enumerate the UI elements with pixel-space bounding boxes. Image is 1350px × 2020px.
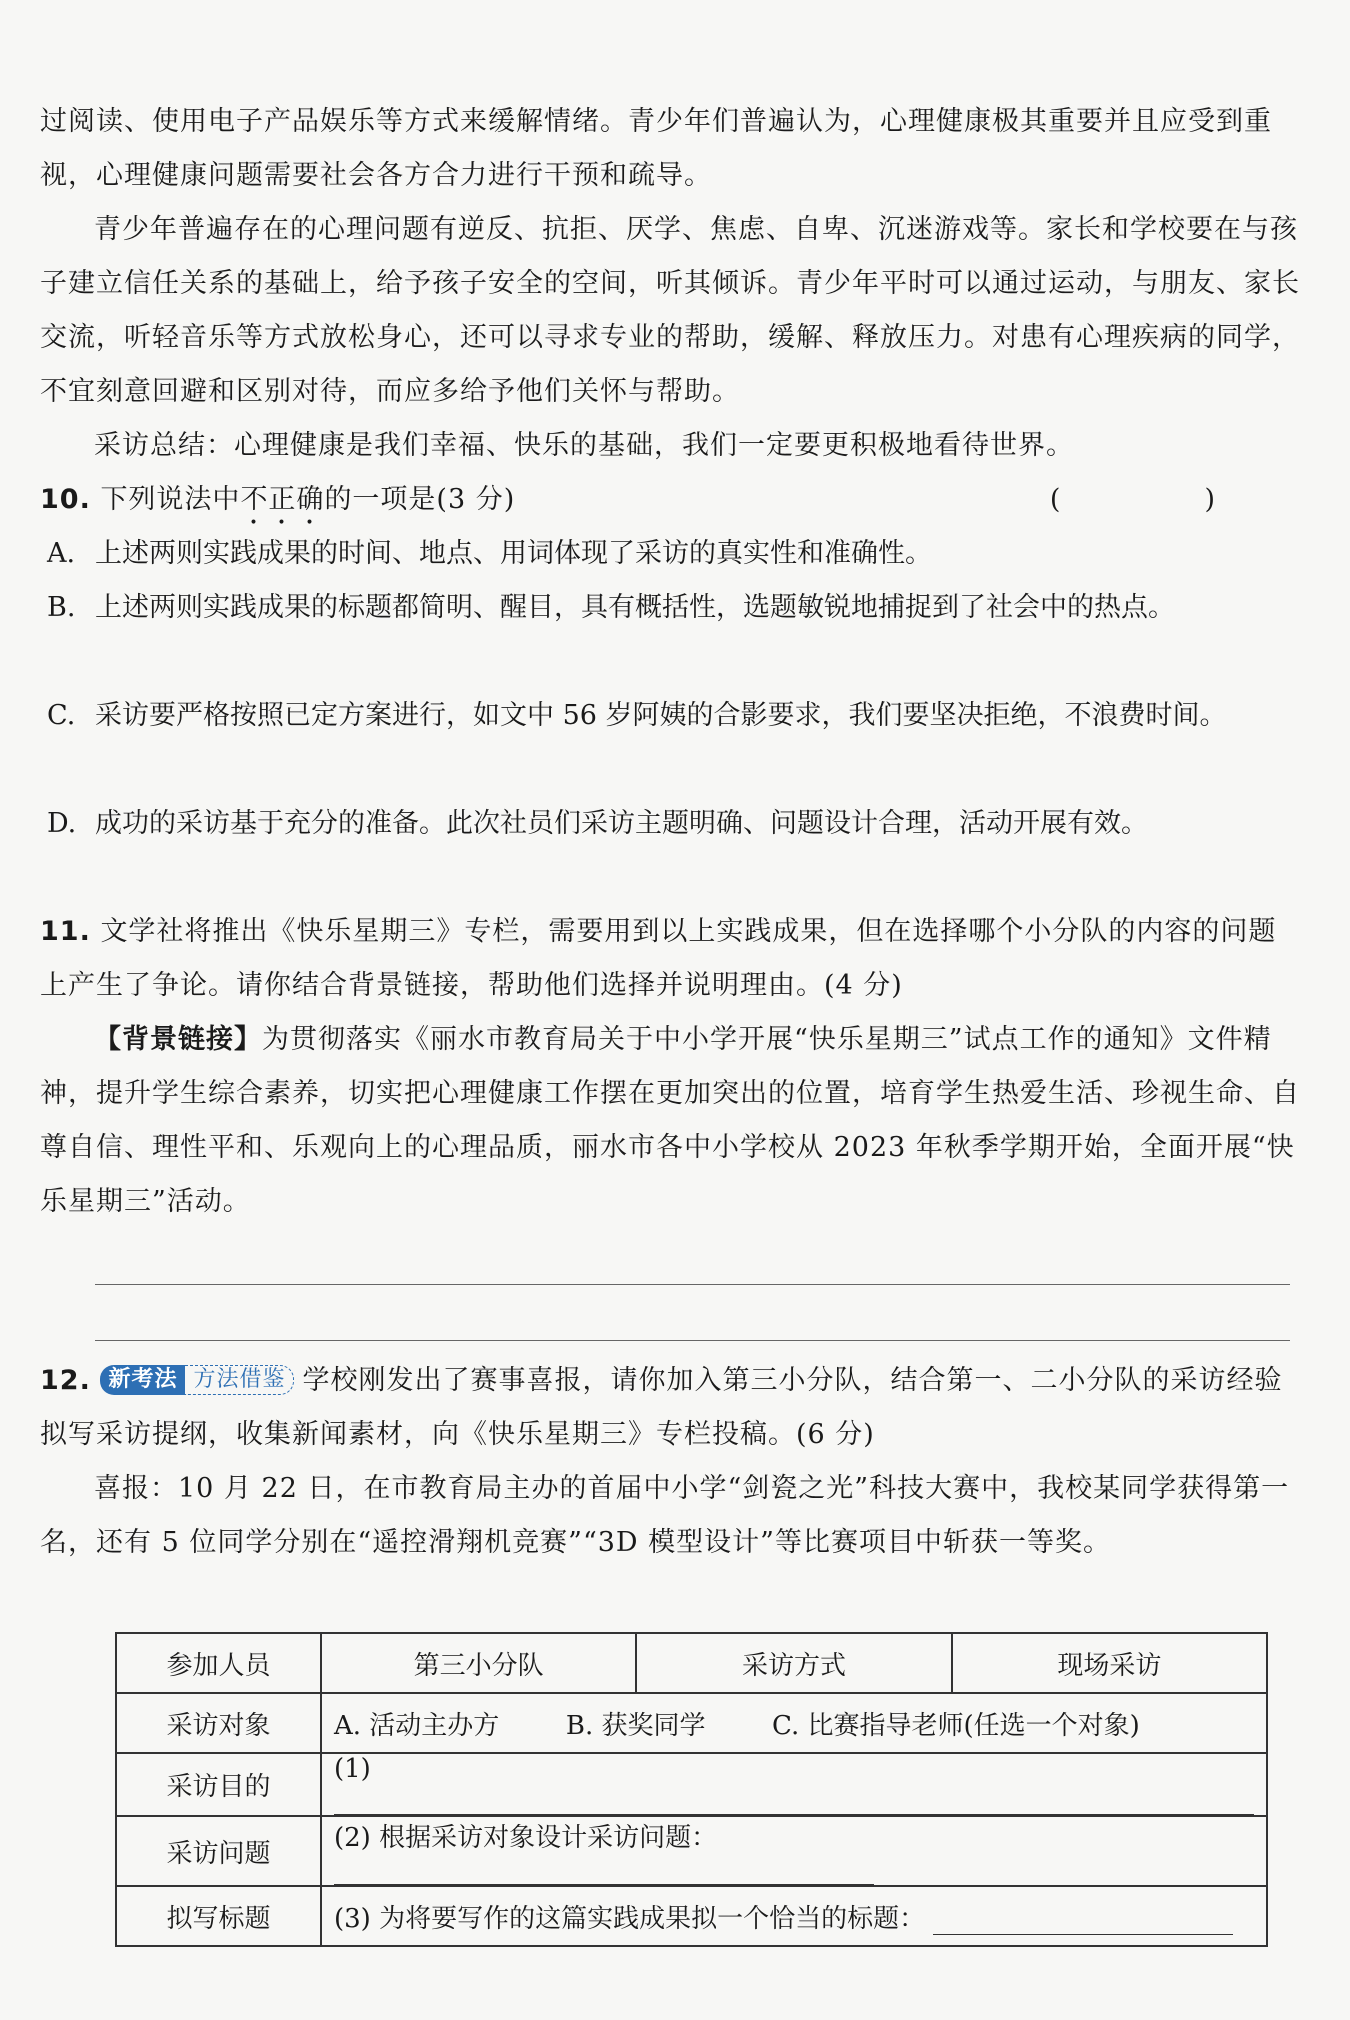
background-link [40, 1013, 1300, 1229]
answer-line-2[interactable] [95, 1340, 1290, 1341]
method-reference-tag: 方法借鉴 [185, 1365, 294, 1395]
target-options[interactable] [321, 1693, 1267, 1753]
purpose-text: (1) [334, 1754, 371, 1784]
question-10-stem [40, 473, 1300, 531]
option-b-letter: B. [47, 592, 76, 623]
background-link-label: 【背景链接】 [94, 1024, 262, 1055]
questions-cell[interactable] [321, 1816, 1267, 1886]
question-10-text-a: 下列说法中 [100, 484, 241, 515]
question-11-stem [40, 905, 1300, 1013]
row-label-questions: 采访问题 [116, 1816, 321, 1886]
question-10-number: 10. [40, 484, 91, 515]
question-12-number: 12. [40, 1365, 91, 1396]
questions-text: (2) 根据采访对象设计采访问题： [334, 1823, 718, 1853]
intro-paragraph-2: 青少年普遍存在的心理问题有逆反、抗拒、厌学、焦虑、自卑、沉迷游戏等。家长和学校要在与孩子建立信任关系的基础上，给予孩子安全的空间，听其倾诉。青少年平时可以通过运动，与朋友、家长交流，听轻音乐等方式放松身心，还可以寻求专业的帮助，缓解、释放压力。对患有心理疾病的同学，不宜刻意回避和区别对待，而应多给予他们关怀与帮助。 [40, 214, 1300, 407]
interview-summary: 采访总结：心理健康是我们幸福、快乐的基础，我们一定要更积极地看待世界。 [94, 430, 1074, 461]
row-label-target: 采访对象 [116, 1693, 321, 1753]
option-a[interactable] [47, 527, 1295, 581]
target-option-c[interactable]: C. 比赛指导老师(任选一个对象) [772, 1710, 1140, 1741]
intro-paragraph-1: 过阅读、使用电子产品娱乐等方式来缓解情绪。青少年们普遍认为，心理健康极其重要并且应受到重视，心理健康问题需要社会各方合力进行干预和疏导。 [40, 106, 1272, 191]
option-a-letter: A. [47, 538, 76, 569]
table-row [116, 1633, 1267, 1693]
row-label-title: 拟写标题 [116, 1886, 321, 1946]
question-12-stem [40, 1354, 1300, 1462]
header-participants: 参加人员 [116, 1633, 321, 1693]
option-c-letter: C. [47, 700, 76, 731]
question-11-text: 文学社将推出《快乐星期三》专栏，需要用到以上实践成果，但在选择哪个小分队的内容的问题上产生了争论。请你结合背景链接，帮助他们选择并说明理由。(4 分) [40, 916, 1277, 1001]
good-news-notice: 喜报：10 月 22 日，在市教育局主办的首届中小学“剑瓷之光”科技大赛中，我校某同学获得第一名，还有 5 位同学分别在“遥控滑翔机竞赛”“3D 模型设计”等比赛项目中斩获一等奖。 [40, 1473, 1290, 1558]
question-10-emphasis: 不正确 [240, 484, 325, 515]
option-d[interactable] [47, 797, 1295, 851]
title-answer-line[interactable] [933, 1904, 1233, 1935]
question-11-number: 11. [40, 916, 91, 947]
option-b[interactable] [47, 581, 1295, 635]
option-a-text: 上述两则实践成果的时间、地点、用词体现了采访的真实性和准确性。 [95, 538, 932, 569]
option-c-text: 采访要严格按照已定方案进行，如文中 56 岁阿姨的合影要求，我们要坚决拒绝，不浪费时间。 [95, 700, 1227, 731]
table-row [116, 1816, 1267, 1886]
target-option-a[interactable]: A. 活动主办方 [334, 1710, 500, 1741]
table-row [116, 1753, 1267, 1816]
question-10-text-b: 的一项是(3 分) [324, 484, 516, 515]
title-text: (3) 为将要写作的这篇实践成果拟一个恰当的标题： [334, 1903, 926, 1934]
answer-parentheses[interactable]: ( ) [1049, 484, 1245, 515]
table-row [116, 1693, 1267, 1753]
interview-outline-table [115, 1632, 1268, 1947]
option-c[interactable] [47, 689, 1295, 743]
title-cell[interactable] [321, 1886, 1267, 1946]
header-onsite: 现场采访 [952, 1633, 1267, 1693]
option-d-text: 成功的采访基于充分的准备。此次社员们采访主题明确、问题设计合理，活动开展有效。 [95, 808, 1148, 839]
questions-answer-line[interactable] [334, 1854, 874, 1885]
new-method-tag: 新考法 [100, 1365, 185, 1395]
answer-line-1[interactable] [95, 1284, 1290, 1285]
question-12-text: 学校刚发出了赛事喜报，请你加入第三小分队，结合第一、二小分队的采访经验拟写采访提纲，收集新闻素材，向《快乐星期三》专栏投稿。(6 分) [40, 1365, 1283, 1450]
option-b-text: 上述两则实践成果的标题都简明、醒目，具有概括性，选题敏锐地捕捉到了社会中的热点。 [95, 592, 1175, 623]
purpose-answer-line[interactable] [334, 1784, 1254, 1815]
target-option-b[interactable]: B. 获奖同学 [565, 1710, 706, 1741]
purpose-cell[interactable] [321, 1753, 1267, 1816]
header-team: 第三小分队 [321, 1633, 636, 1693]
background-link-text: 为贯彻落实《丽水市教育局关于中小学开展“快乐星期三”试点工作的通知》文件精神，提升学生综合素养，切实把心理健康工作摆在更加突出的位置，培育学生热爱生活、珍视生命、自尊自信、理性平和、乐观向上的心理品质，丽水市各中小学校从 2023 年秋季学期开始，全面开展“快乐星期三”活动。 [40, 1024, 1300, 1217]
option-d-letter: D. [47, 808, 77, 839]
table-row [116, 1886, 1267, 1946]
header-method: 采访方式 [636, 1633, 951, 1693]
row-label-purpose: 采访目的 [116, 1753, 321, 1816]
